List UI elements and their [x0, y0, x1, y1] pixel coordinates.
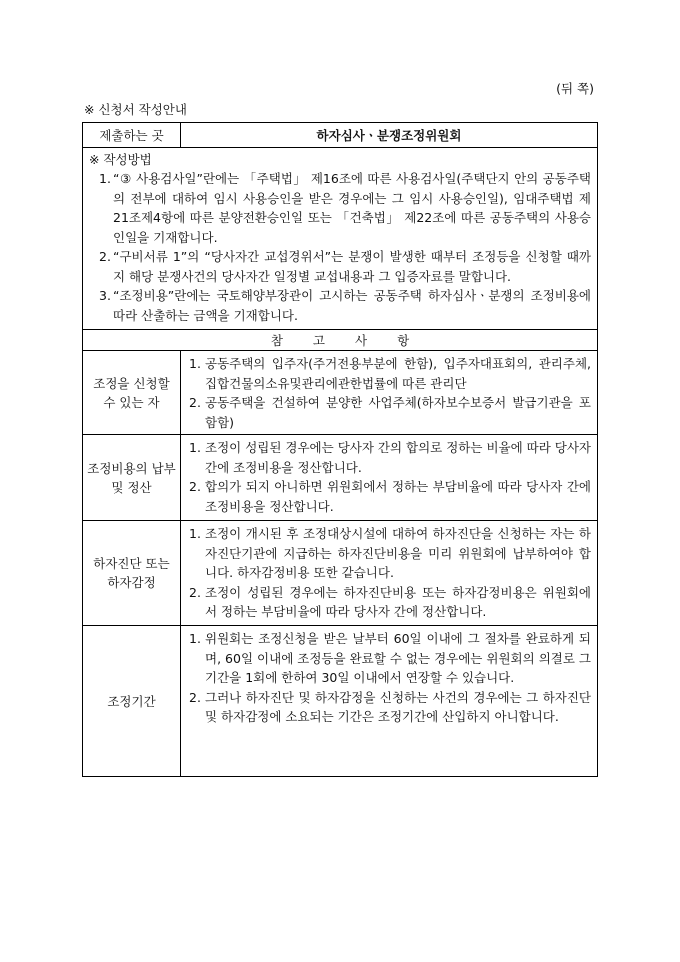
reference-row-label: 조정비용의 납부 및 정산	[83, 435, 181, 520]
reference-row-content	[181, 351, 597, 434]
reference-item	[189, 583, 591, 622]
reference-item	[189, 524, 591, 583]
reference-item	[189, 438, 591, 477]
method-item-text: “조정비용”란에는 국토해양부장관이 고시하는 공동주택 하자심사ㆍ분쟁의 조정비용에 따라 산출하는 금액을 기재합니다.	[113, 288, 591, 323]
reference-row-applicants	[83, 351, 597, 435]
submit-value: 하자심사ㆍ분쟁조정위원회	[316, 128, 462, 143]
method-item	[89, 286, 591, 325]
submit-label: 제출하는 곳	[83, 123, 181, 147]
reference-row-label: 조정을 신청할 수 있는 자	[83, 351, 181, 434]
guide-table	[82, 122, 598, 777]
reference-item	[189, 629, 591, 688]
page-side-label: (뒤 쪽)	[556, 81, 594, 96]
reference-item	[189, 688, 591, 727]
method-item	[89, 247, 591, 286]
writing-method-title: ※ 작성방법	[89, 152, 152, 167]
reference-item-number: 2.	[189, 395, 201, 410]
reference-item-number: 1.	[189, 526, 201, 541]
reference-row-label: 조정기간	[83, 626, 181, 776]
writing-method-section	[83, 148, 597, 330]
reference-item-number: 1.	[189, 440, 201, 455]
reference-row-content	[181, 626, 597, 776]
reference-item-text: 조정이 개시된 후 조정대상시설에 대하여 하자진단을 신청하는 자는 하자진단기관에 지급하는 하자진단비용을 미리 위원회에 납부하여야 합니다. 하자감정비용 또한 같습니다.	[205, 526, 591, 580]
reference-row-label: 하자진단 또는 하자감정	[83, 521, 181, 625]
submit-row	[83, 123, 597, 148]
reference-header: 참고사항	[83, 330, 597, 351]
reference-row-inspection	[83, 521, 597, 626]
guide-title: ※ 신청서 작성안내	[84, 102, 187, 117]
method-item-number: 3.	[99, 288, 111, 303]
reference-item-number: 2.	[189, 689, 201, 705]
reference-row-content	[181, 521, 597, 625]
reference-item	[189, 393, 591, 432]
method-item-text: “구비서류 1”의 “당사자간 교섭경위서”는 분쟁이 발생한 때부터 조정등을 신청할 때까지 해당 분쟁사건의 당사자간 일정별 교섭내용과 그 입증자료를 말합니다.	[113, 249, 591, 284]
reference-item-number: 2.	[189, 479, 201, 494]
reference-item-text: 그러나 하자진단 및 하자감정을 신청하는 사건의 경우에는 그 하자진단 및 하자감정에 소요되는 기간은 조정기간에 산입하지 아니합니다.	[205, 689, 591, 724]
reference-item	[189, 477, 591, 516]
method-item-number: 1.	[99, 171, 111, 186]
reference-item-text: 조정이 성립된 경우에는 하자진단비용 또는 하자감정비용은 위원회에서 정하는 부담비율에 따라 당사자 간에 정산합니다.	[205, 584, 591, 619]
reference-row-period	[83, 626, 597, 776]
reference-item	[189, 354, 591, 393]
reference-item-number: 1.	[189, 356, 201, 371]
reference-item-number: 2.	[189, 584, 201, 600]
reference-item-text: 조정이 성립된 경우에는 당사자 간의 합의로 정하는 비율에 따라 당사자 간에 조정비용을 정산합니다.	[205, 440, 591, 475]
reference-item-text: 공동주택을 건설하여 분양한 사업주체(하자보수보증서 발급기관을 포함함)	[205, 395, 591, 430]
reference-item-text: 합의가 되지 아니하면 위원회에서 정하는 부담비율에 따라 당사자 간에 조정비용을 정산합니다.	[205, 479, 591, 514]
reference-item-text: 위원회는 조정신청을 받은 날부터 60일 이내에 그 절차를 완료하게 되며, 60일 이내에 조정등을 완료할 수 없는 경우에는 위원회의 의결로 그 기간을 1회에 한하여 30일 이내에서 연장할 수 있습니다.	[205, 631, 591, 685]
reference-row-cost	[83, 435, 597, 521]
method-item-number: 2.	[99, 249, 111, 264]
method-item-text: “③ 사용검사일”란에는 「주택법」 제16조에 따른 사용검사일(주택단지 안의 공동주택의 전부에 대하여 임시 사용승인을 받은 경우에는 그 임시 사용승인일), 임대주택법 제21조제4항에 따른 분양전환승인일 또는 「건축법」 제22조에 따른 공동주택의 사용승인일을 기재합니다.	[113, 171, 591, 245]
reference-item-number: 1.	[189, 631, 201, 646]
reference-row-content	[181, 435, 597, 520]
reference-item-text: 공동주택의 입주자(주거전용부분에 한함), 입주자대표회의, 관리주체, 집합건물의소유및관리에관한법률에 따른 관리단	[205, 356, 591, 391]
method-item	[89, 169, 591, 247]
